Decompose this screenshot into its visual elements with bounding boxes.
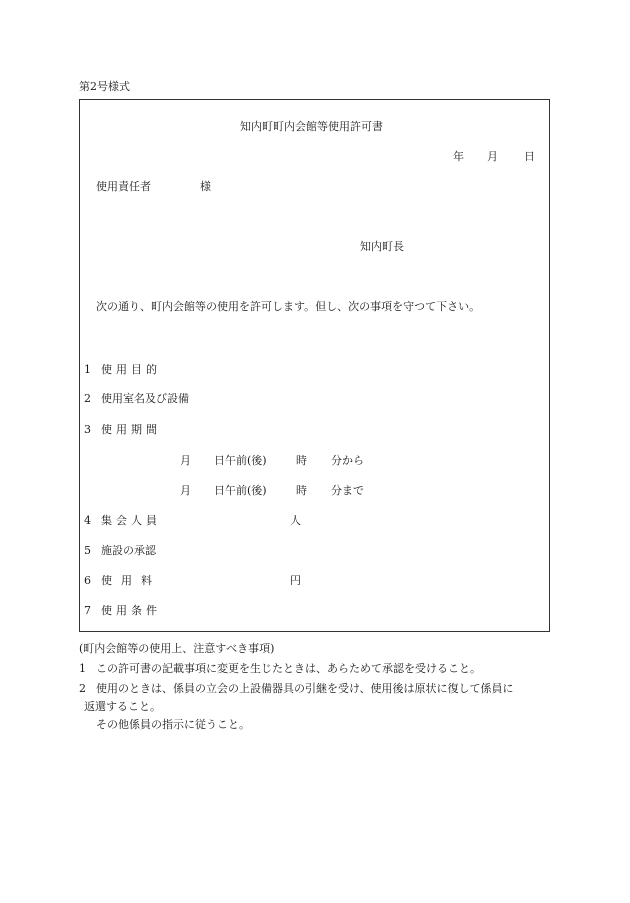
- item-number: 5: [84, 544, 91, 557]
- item-number: 4: [84, 514, 91, 527]
- item-label-conditions: 使用条件: [101, 604, 161, 617]
- item-label-room: 使用室名及び設備: [101, 392, 189, 405]
- period-end-month: 月: [180, 484, 191, 497]
- item-number: 1: [84, 363, 91, 376]
- period-start-month: 月: [180, 454, 191, 467]
- addressee-label: 使用責任者: [96, 180, 151, 193]
- form-title: 知内町町内会館等使用許可書: [240, 120, 383, 133]
- date-day: 日: [524, 150, 535, 163]
- issuer: 知内町長: [360, 240, 404, 253]
- period-end-minute: 分まで: [331, 484, 364, 497]
- note-text: 使用のときは、係員の立会の上設備器具の引継を受け、使用後は原状に復して係員に: [96, 682, 514, 695]
- addressee-honorific: 様: [200, 180, 211, 193]
- form-number: 第2号様式: [79, 80, 130, 93]
- note-number: 1: [79, 662, 86, 675]
- note-number: 2: [79, 682, 86, 695]
- item-label-attendees: 集会人員: [101, 514, 161, 527]
- item-label-period: 使用期間: [101, 423, 161, 436]
- date-month: 月: [487, 150, 498, 163]
- note-extra: その他係員の指示に従うこと。: [96, 718, 250, 731]
- note-text: この許可書の記載事項に変更を生じたときは、あらためて承認を受けること。: [96, 662, 481, 675]
- period-start-day: 日午前(後): [214, 454, 267, 467]
- item-number: 3: [84, 423, 91, 436]
- item-unit-people: 人: [290, 514, 301, 527]
- period-end-day: 日午前(後): [214, 484, 267, 497]
- item-number: 2: [84, 392, 91, 405]
- item-number: 6: [84, 574, 91, 587]
- intro-text: 次の通り、町内会館等の使用を許可します。但し、次の事項を守つて下さい。: [96, 300, 481, 313]
- period-end-hour: 時: [296, 484, 307, 497]
- note-text-continued: 返還すること。: [84, 700, 161, 713]
- item-label-purpose: 使用目的: [101, 363, 161, 376]
- period-start-hour: 時: [296, 454, 307, 467]
- item-unit-yen: 円: [290, 574, 301, 587]
- period-start-minute: 分から: [331, 454, 364, 467]
- item-label-approval: 施設の承認: [101, 544, 156, 557]
- item-number: 7: [84, 604, 91, 617]
- item-label-fee: 使用料: [101, 574, 161, 587]
- date-year: 年: [453, 150, 464, 163]
- notes-heading: (町内会館等の使用上、注意すべき事項): [79, 642, 275, 655]
